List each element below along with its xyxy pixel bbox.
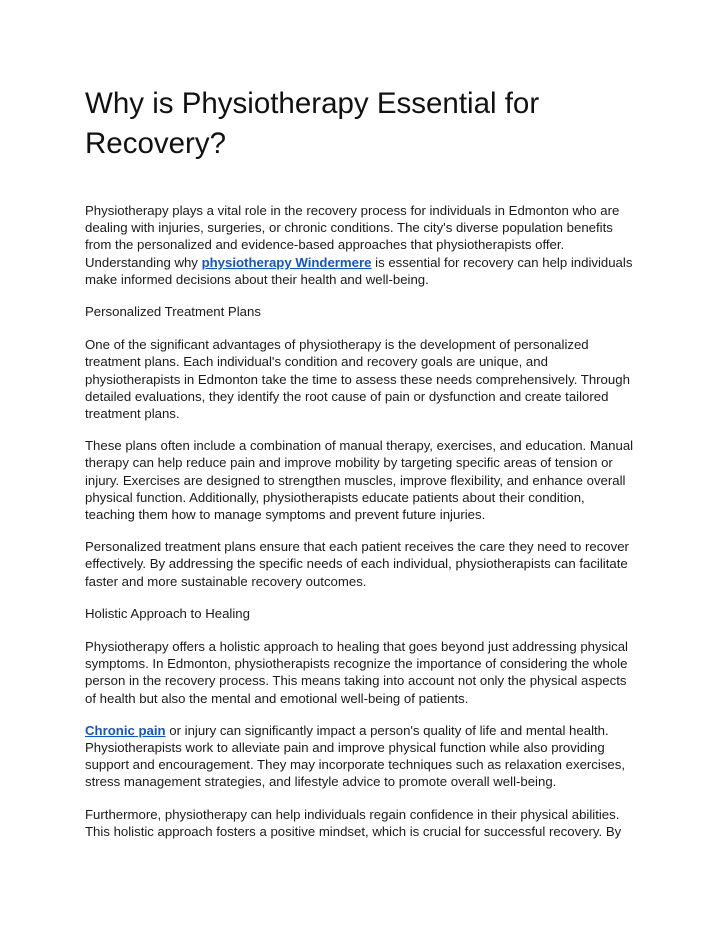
paragraph-plan-benefits: Personalized treatment plans ensure that each patient receives the care they need to recover effectively. By addressing the specific needs of each individual, physiotherapists can facilitate faster and more sustainable recovery outcomes. — [85, 539, 629, 589]
section-heading-holistic: Holistic Approach to Healing — [85, 605, 250, 621]
paragraph-confidence: Furthermore, physiotherapy can help individuals regain confidence in their physical abilities. This holistic approach fosters a positive mindset, which is crucial for successful recovery. By — [85, 806, 622, 839]
paragraph-holistic: Physiotherapy offers a holistic approach to healing that goes beyond just addressing physical symptoms. In Edmonton, physiotherapists recognize the importance of considering the whole person in the recovery process. This means taking into account not only the physical aspects of health but also the mental and emotional well-being of patients. — [85, 639, 628, 706]
intro-text-before: Physiotherapy plays a vital role in the recovery process for individuals in Edmonton who are dealing with injuries, surgeries, or chronic conditions. The city's diverse population benefits from the personalized and evidence-based approaches that physiotherapists offer. Understanding why — [85, 203, 620, 270]
paragraph-treatment-plans: One of the significant advantages of physiotherapy is the development of personalized treatment plans. Each individual's condition and recovery goals are unique, and physiotherapists in Edmonton take the time to assess these needs comprehensively. Through detailed evaluations, they identify the root cause of pain or dysfunction and create tailored treatment plans. — [85, 337, 630, 422]
physiotherapy-windermere-link[interactable]: physiotherapy Windermere — [201, 254, 372, 270]
section-heading-personalized: Personalized Treatment Plans — [85, 304, 261, 320]
paragraph-plan-components: These plans often include a combination of manual therapy, exercises, and education. Manual therapy can help reduce pain and improve mobility by targeting specific areas of tension or injury. Exercises are designed to strengthen muscles, improve flexibility, and enhance overall physical function. Additionally, physiotherapists educate patients about their condition, teaching them how to manage symptoms and prevent future injuries. — [85, 438, 634, 523]
paragraph-chronic-pain — [85, 722, 635, 791]
intro-paragraph — [85, 202, 635, 288]
page-title: Why is Physiotherapy Essential for Recovery? — [85, 87, 540, 160]
chronic-pain-text: or injury can significantly impact a person's quality of life and mental health. Physiotherapists work to alleviate pain and improve physical function while also providing support and encouragement. They may incorporate techniques such as relaxation exercises, stress management strategies, and lifestyle advice to promote overall well-being. — [85, 722, 626, 790]
intro-text-after: is essential for recovery can help individuals make informed decisions about their health and well-being. — [85, 254, 633, 287]
chronic-pain-link[interactable]: Chronic pain — [85, 722, 166, 738]
document-page — [85, 84, 635, 855]
